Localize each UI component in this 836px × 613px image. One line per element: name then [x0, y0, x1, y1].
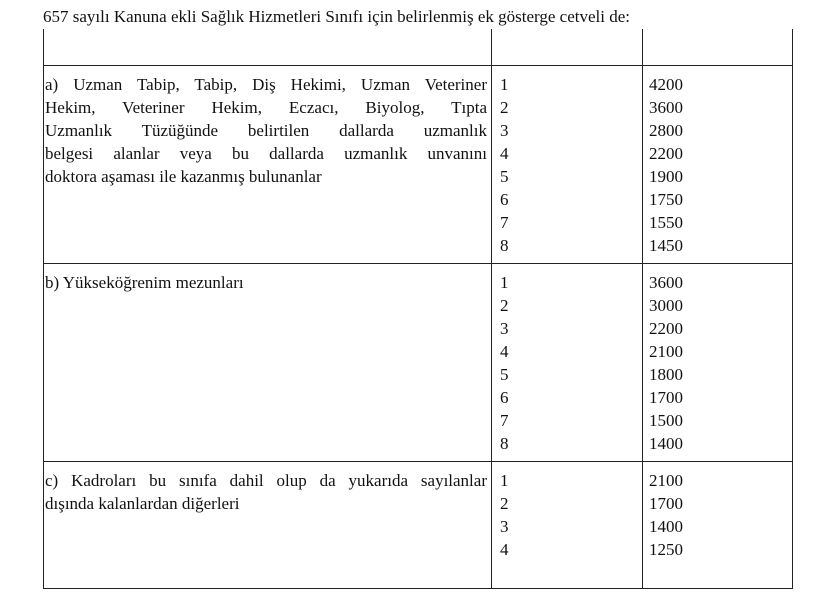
indicator-value: 2100 — [649, 342, 683, 361]
indicator-value: 3600 — [649, 273, 683, 292]
degree-value: 7 — [500, 213, 509, 232]
table-border-right — [792, 29, 793, 589]
indicator-value: 1500 — [649, 411, 683, 430]
degree-value: 6 — [500, 190, 509, 209]
page-title: 657 sayılı Kanuna ekli Sağlık Hizmetleri Sınıfı için belirlenmiş ek gösterge cetveli de: — [43, 7, 630, 26]
degree-value: 1 — [500, 471, 509, 490]
degree-value: 2 — [500, 98, 509, 117]
indicator-value: 1700 — [649, 494, 683, 513]
degree-value: 4 — [500, 144, 509, 163]
table-row-b-degrees — [500, 271, 600, 455]
table-border-col2 — [642, 29, 643, 589]
description-line: b) Yükseköğrenim mezunları — [45, 273, 244, 292]
table-row-b-description — [45, 271, 487, 294]
indicator-value: 1550 — [649, 213, 683, 232]
table-border-left — [43, 29, 44, 589]
table-row-c-description — [45, 469, 487, 515]
degree-value: 2 — [500, 296, 509, 315]
table-border-row1 — [43, 263, 793, 264]
table-row-a-degrees — [500, 73, 600, 257]
indicator-value: 1400 — [649, 517, 683, 536]
indicator-value: 1450 — [649, 236, 683, 255]
description-line: a) Uzman Tabip, Tabip, Diş Hekimi, Uzman Veteriner — [45, 75, 487, 94]
description-line: doktora aşaması ile kazanmış bulunanlar — [45, 167, 322, 186]
degree-value: 2 — [500, 494, 509, 513]
degree-value: 3 — [500, 121, 509, 140]
description-line: dışında kalanlardan diğerleri — [45, 494, 240, 513]
indicator-value: 1900 — [649, 167, 683, 186]
indicator-value: 2200 — [649, 144, 683, 163]
table-border-bottom — [43, 588, 793, 589]
degree-value: 1 — [500, 75, 509, 94]
degree-value: 1 — [500, 273, 509, 292]
indicator-value: 3000 — [649, 296, 683, 315]
table-border-col1 — [491, 29, 492, 589]
description-line: c) Kadroları bu sınıfa dahil olup da yukarıda sayılanlar — [45, 471, 487, 490]
table-border-row2 — [43, 461, 793, 462]
degree-value: 5 — [500, 167, 509, 186]
degree-value: 7 — [500, 411, 509, 430]
degree-value: 4 — [500, 342, 509, 361]
degree-value: 8 — [500, 236, 509, 255]
indicator-value: 2100 — [649, 471, 683, 490]
description-line: belgesi alanlar veya bu dallarda uzmanlık unvanını — [45, 144, 487, 163]
table-row-b-values — [649, 271, 769, 455]
table-row-c-degrees — [500, 469, 600, 561]
table-border-header — [43, 65, 793, 66]
description-line: Uzmanlık Tüzüğünde belirtilen dallarda uzmanlık — [45, 121, 487, 140]
table-row-a-values — [649, 73, 769, 257]
degree-value: 5 — [500, 365, 509, 384]
indicator-value: 1700 — [649, 388, 683, 407]
degree-value: 8 — [500, 434, 509, 453]
indicator-value: 2800 — [649, 121, 683, 140]
degree-value: 4 — [500, 540, 509, 559]
indicator-value: 1400 — [649, 434, 683, 453]
indicator-value: 3600 — [649, 98, 683, 117]
indicator-value: 2200 — [649, 319, 683, 338]
indicator-value: 1800 — [649, 365, 683, 384]
table-row-c-values — [649, 469, 769, 561]
indicator-value: 1250 — [649, 540, 683, 559]
description-line: Hekim, Veteriner Hekim, Eczacı, Biyolog, Tıpta — [45, 98, 487, 117]
indicator-value: 1750 — [649, 190, 683, 209]
degree-value: 6 — [500, 388, 509, 407]
degree-value: 3 — [500, 517, 509, 536]
degree-value: 3 — [500, 319, 509, 338]
indicator-value: 4200 — [649, 75, 683, 94]
table-row-a-description — [45, 73, 487, 188]
